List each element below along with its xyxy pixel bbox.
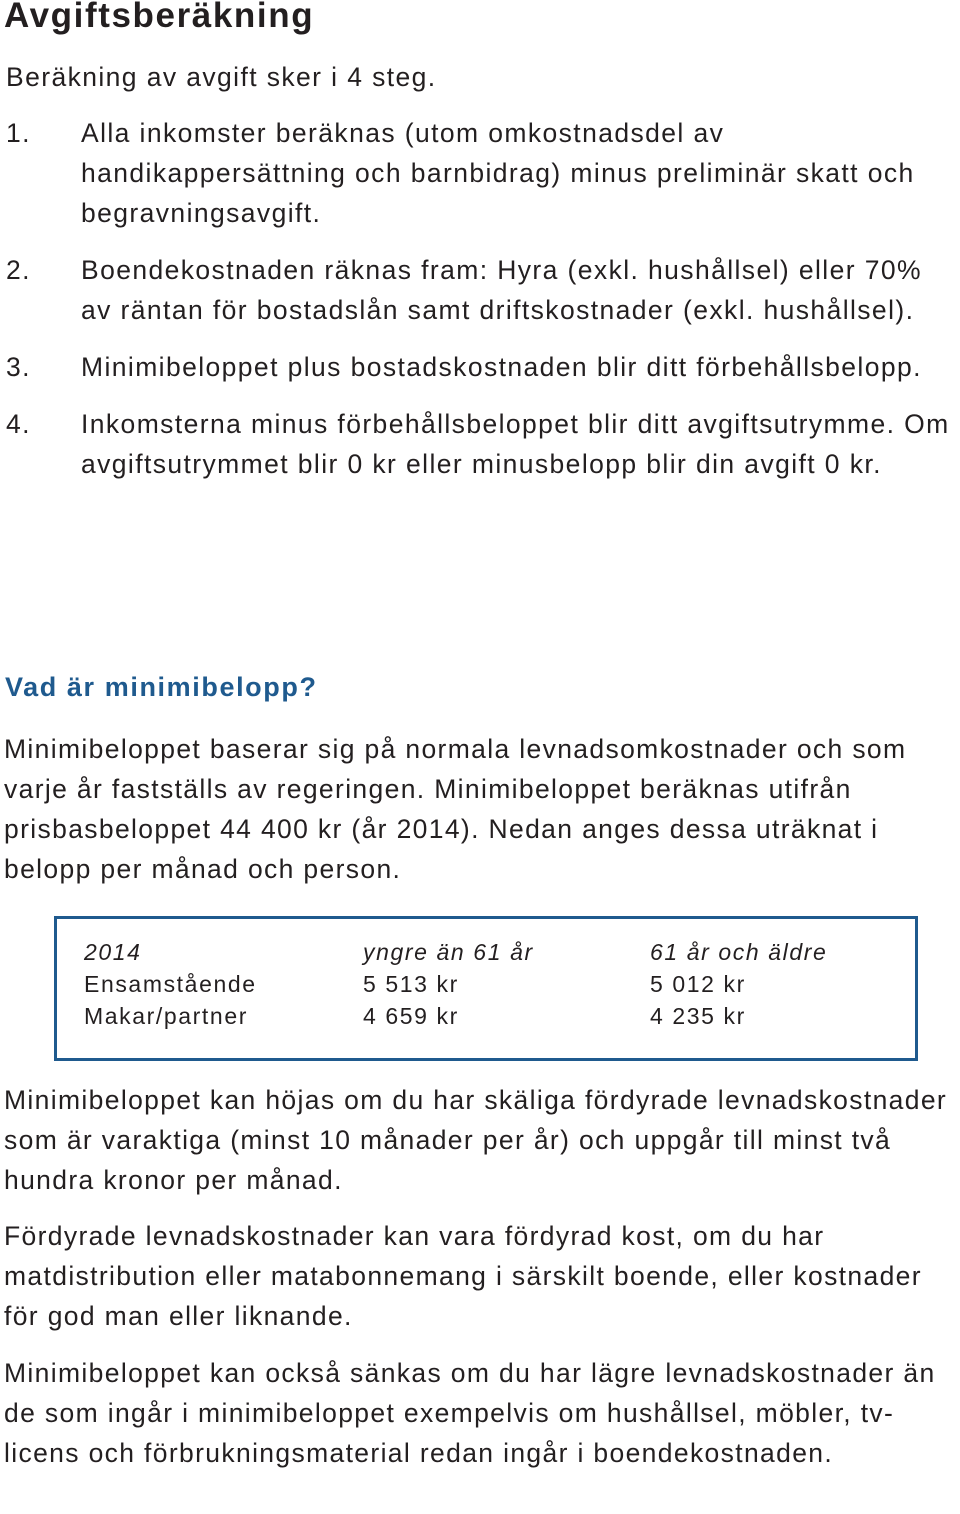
paragraph-fordyrade: Fördyrade levnadskostnader kan vara fördyrad kost, om du har matdistribution eller matabonnemang i särskilt boende, eller kostnader för god man eller liknande. <box>4 1221 922 1331</box>
intro-text: Beräkning av avgift sker i 4 steg. <box>6 62 437 92</box>
paragraph-sankning: Minimibeloppet kan också sänkas om du har lägre levnadskostnader än de som ingår i minimibeloppet exempelvis om hushållsel, möbler, tv-licens och förbrukningsmaterial redan ingår i boendekostnaden. <box>4 1358 936 1468</box>
table-header-older: 61 år och äldre <box>650 939 828 965</box>
table-cell: Ensamstående <box>84 971 257 997</box>
step-number: 1. <box>6 118 31 148</box>
minimibelopp-table <box>54 916 918 1061</box>
step-item <box>0 347 960 387</box>
step-item <box>0 113 960 233</box>
table-cell: 4 659 kr <box>363 1003 459 1029</box>
step-item <box>0 250 960 330</box>
table-header-year: 2014 <box>84 939 142 965</box>
step-item <box>0 404 960 484</box>
table-header-younger: yngre än 61 år <box>363 939 534 965</box>
step-text: Alla inkomster beräknas (utom omkostnadsdel av handikappersättning och barnbidrag) minus preliminär skatt och begravningsavgift. <box>81 118 915 228</box>
paragraph-hojning: Minimibeloppet kan höjas om du har skäliga fördyrade levnadskostnader som är varaktiga (minst 10 månader per år) och uppgår till minst två hundra kronor per månad. <box>4 1085 948 1195</box>
step-number: 2. <box>6 255 31 285</box>
step-number: 3. <box>6 352 31 382</box>
table-cell: 4 235 kr <box>650 1003 746 1029</box>
step-number: 4. <box>6 409 31 439</box>
section-heading: Vad är minimibelopp? <box>5 672 318 702</box>
step-text: Inkomsterna minus förbehållsbeloppet blir ditt avgiftsutrymme. Om avgiftsutrymmet blir 0 kr eller minusbelopp blir din avgift 0 kr. <box>81 409 950 479</box>
table-cell: 5 012 kr <box>650 971 746 997</box>
steps-list <box>0 113 960 484</box>
step-text: Boendekostnaden räknas fram: Hyra (exkl. hushållsel) eller 70% av räntan för bostadslån samt driftskostnader (exkl. hushållsel). <box>81 255 922 325</box>
table-cell: Makar/partner <box>84 1003 248 1029</box>
page-title: Avgiftsberäkning <box>4 0 315 35</box>
step-text: Minimibeloppet plus bostadskostnaden blir ditt förbehållsbelopp. <box>81 352 922 382</box>
table-cell: 5 513 kr <box>363 971 459 997</box>
paragraph-minimibelopp: Minimibeloppet baserar sig på normala levnadsomkostnader och som varje år fastställs av regeringen. Minimibeloppet beräknas utifrån prisbasbeloppet 44 400 kr (år 2014). Nedan anges dessa uträknat i belopp per månad och person. <box>4 734 907 884</box>
